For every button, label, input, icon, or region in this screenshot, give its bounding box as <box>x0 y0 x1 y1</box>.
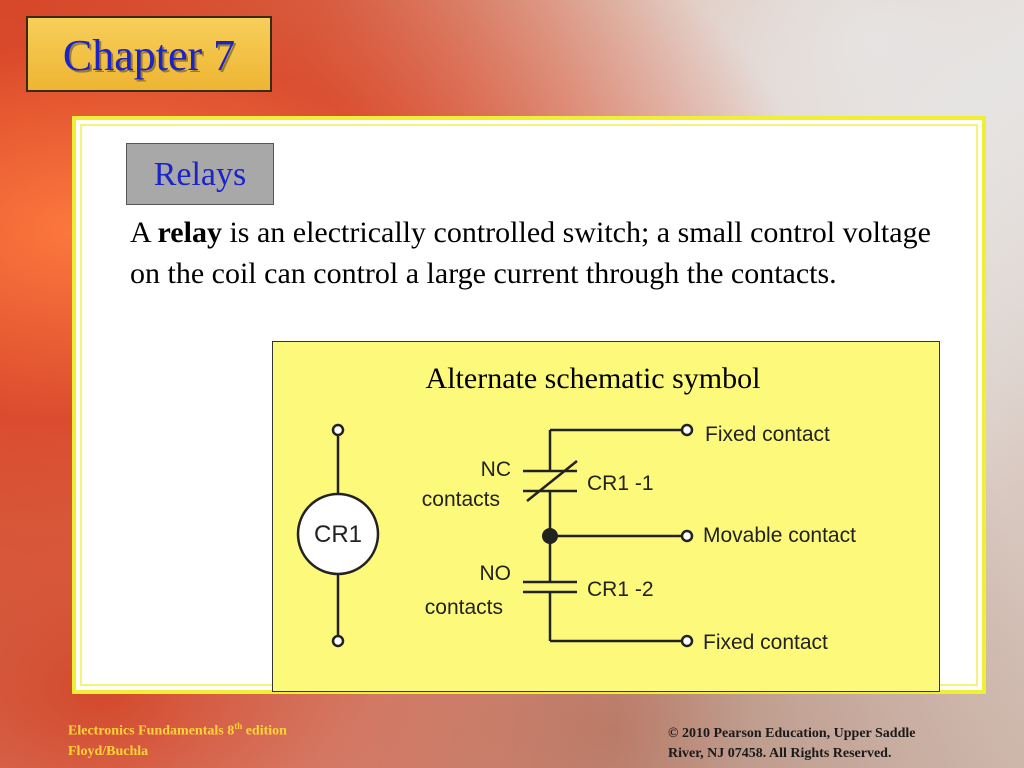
copyright-line-2: River, NJ 07458. All Rights Reserved. <box>668 746 892 761</box>
nc-label: NC <box>480 458 511 481</box>
relay-schematic <box>272 341 940 692</box>
cr1-2-label: CR1 -2 <box>587 578 654 601</box>
footer-copyright <box>668 724 998 764</box>
movable-terminal <box>682 531 692 541</box>
footer-book-credit <box>68 716 388 762</box>
no-label: NO <box>479 562 511 585</box>
fixed-bottom-terminal <box>682 636 692 646</box>
footer-authors: Floyd/Buchla <box>68 743 149 759</box>
footer-edition-sup: th <box>234 721 243 731</box>
nc-slash <box>527 461 577 501</box>
footer-book-title: Electronics Fundamentals 8 <box>68 723 235 739</box>
definition-term: relay <box>157 216 222 249</box>
junction-dot <box>542 528 558 544</box>
fixed-top-terminal <box>682 425 692 435</box>
fixed-contact-bottom-label: Fixed contact <box>703 631 828 654</box>
definition-rest: is an electrically controlled switch; a small control voltage on the coil can control a large current through the contacts. <box>130 216 931 290</box>
relay-definition <box>130 212 950 294</box>
definition-lead: A <box>130 216 158 249</box>
movable-contact-label: Movable contact <box>703 524 856 547</box>
chapter-banner <box>26 16 272 92</box>
footer-edition: edition <box>242 723 287 739</box>
diagram-title: Alternate schematic symbol <box>425 362 761 395</box>
schematic-drawing <box>273 342 941 693</box>
fixed-contact-top-label: Fixed contact <box>705 423 830 446</box>
section-title: Relays <box>153 156 247 193</box>
section-title-box <box>126 143 274 205</box>
coil-top-terminal <box>333 425 343 435</box>
cr1-1-label: CR1 -1 <box>587 472 654 495</box>
copyright-line-1: © 2010 Pearson Education, Upper Saddle <box>668 726 916 741</box>
coil-label: CR1 <box>313 521 363 548</box>
no-contacts-label: contacts <box>424 596 503 619</box>
coil-bottom-terminal <box>333 636 343 646</box>
chapter-title: Chapter 7 <box>62 31 236 80</box>
nc-contacts-label: contacts <box>421 488 500 511</box>
